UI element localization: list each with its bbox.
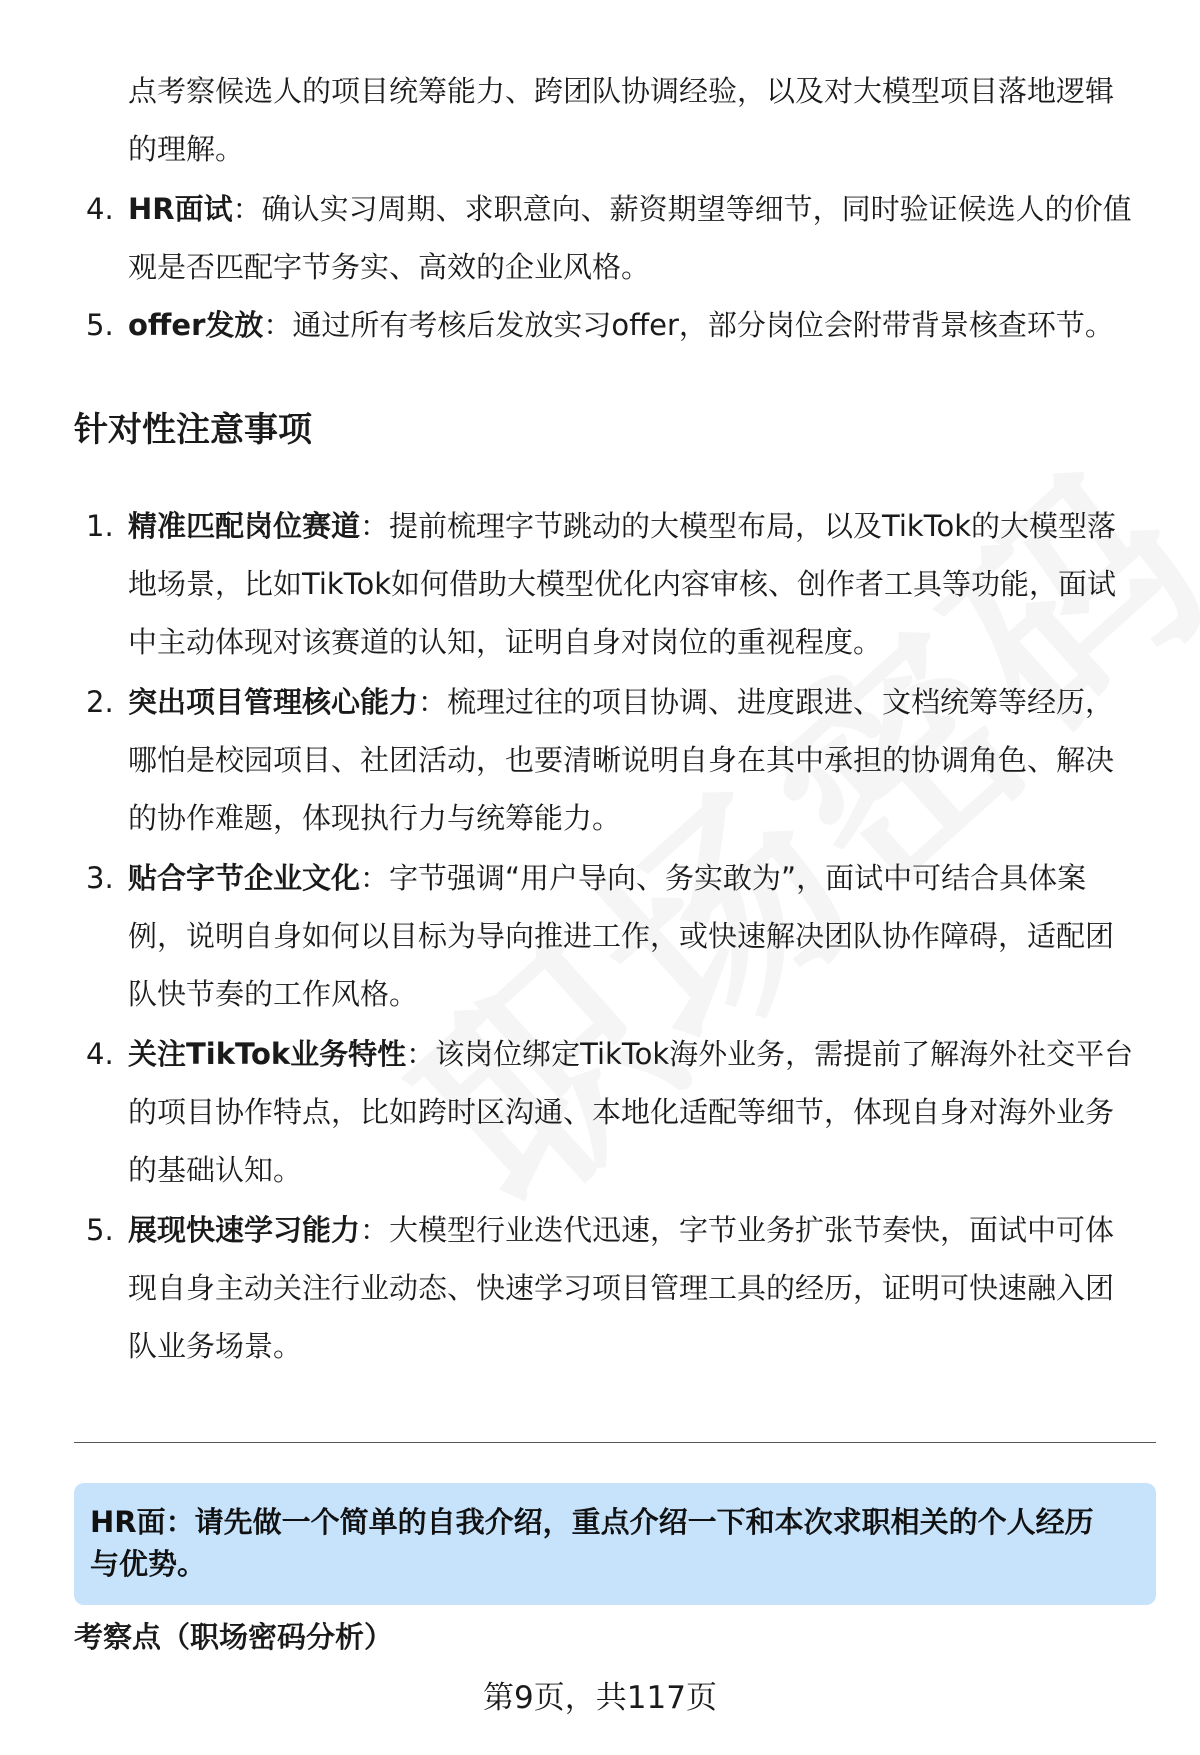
separator: ：: [418, 685, 448, 719]
item-text-line-2: 现自身主动关注行业动态、快速学习项目管理工具的经历，证明可快速融入团: [128, 1271, 1115, 1305]
list-number: 5.: [86, 308, 114, 342]
list-number: 3.: [86, 861, 114, 895]
item-text-line-2: 哪怕是校园项目、社团活动，也要清晰说明自身在其中承担的协调角色、解决: [128, 743, 1115, 777]
list-number: 2.: [86, 685, 114, 719]
item-heading: 关注TikTok业务特性: [128, 1037, 407, 1071]
section-title: 针对性注意事项: [74, 410, 312, 450]
item-heading: 突出项目管理核心能力: [128, 685, 419, 719]
item-text: 该岗位绑定TikTok海外业务，需提前了解海外社交平台: [435, 1037, 1134, 1071]
item-text: 大模型行业迭代迅速，字节业务扩张节奏快，面试中可体: [389, 1213, 1115, 1247]
item-text-line-3: 队业务场景。: [128, 1329, 303, 1363]
list-number: 4.: [86, 192, 114, 226]
item-heading: 贴合字节企业文化: [128, 861, 361, 895]
item-text: 提前梳理字节跳动的大模型布局，以及TikTok的大模型落: [389, 509, 1117, 543]
analysis-subheading: 考察点（职场密码分析）: [74, 1620, 394, 1654]
separator: ：: [360, 509, 390, 543]
item-text-line-2: 的项目协作特点，比如跨时区沟通、本地化适配等细节，体现自身对海外业务: [128, 1095, 1115, 1129]
item-heading: 精准匹配岗位赛道: [128, 509, 361, 543]
intro-line-2: 的理解。: [128, 132, 245, 166]
separator: ：: [360, 861, 390, 895]
list-number: 5.: [86, 1213, 114, 1247]
question-line-2: 与优势。: [90, 1547, 207, 1581]
separator: ：: [232, 192, 262, 226]
list-number: 1.: [86, 509, 114, 543]
interview-question-box: [74, 1483, 1156, 1605]
section-divider: [74, 1442, 1156, 1443]
item-heading: offer发放: [128, 308, 264, 342]
item-text-line-2: 地场景，比如TikTok如何借助大模型优化内容审核、创作者工具等功能，面试: [128, 567, 1116, 601]
separator: ：: [406, 1037, 436, 1071]
item-text-line-2: 观是否匹配字节务实、高效的企业风格。: [128, 250, 651, 284]
item-text: 确认实习周期、求职意向、薪资期望等细节，同时验证候选人的价值: [261, 192, 1132, 226]
item-text-line-2: 例，说明自身如何以目标为导向推进工作，或快速解决团队协作障碍，适配团: [128, 919, 1115, 953]
item-text-line-3: 的基础认知。: [128, 1153, 303, 1187]
item-text-line-3: 的协作难题，体现执行力与统筹能力。: [128, 801, 622, 835]
question-line-1: HR面：请先做一个简单的自我介绍，重点介绍一下和本次求职相关的个人经历: [90, 1505, 1094, 1539]
item-text: 通过所有考核后发放实习offer，部分岗位会附带背景核查环节。: [292, 308, 1114, 342]
item-text-line-3: 中主动体现对该赛道的认知，证明自身对岗位的重视程度。: [128, 625, 883, 659]
item-text-line-3: 队快节奏的工作风格。: [128, 977, 419, 1011]
item-text: 字节强调“用户导向、务实敢为”，面试中可结合具体案: [389, 861, 1087, 895]
separator: ：: [360, 1213, 390, 1247]
page-number-footer: 第9页，共117页: [483, 1680, 717, 1716]
intro-line-1: 点考察候选人的项目统筹能力、跨团队协调经验，以及对大模型项目落地逻辑: [128, 74, 1115, 108]
item-text: 梳理过往的项目协调、进度跟进、文档统筹等经历，: [447, 685, 1115, 719]
item-heading: 展现快速学习能力: [128, 1213, 361, 1247]
list-number: 4.: [86, 1037, 114, 1071]
item-heading: HR面试: [128, 192, 233, 226]
separator: ：: [263, 308, 293, 342]
